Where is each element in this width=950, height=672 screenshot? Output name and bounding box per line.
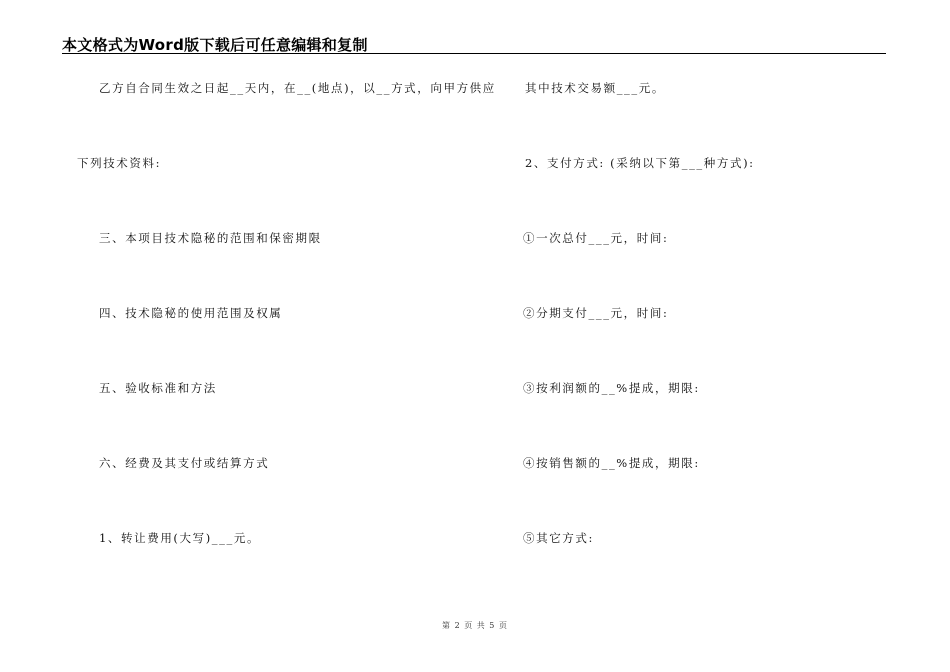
right-line-2: 2、支付方式: (采纳以下第___种方式): (525, 156, 755, 170)
left-line-1: 乙方自合同生效之日起__天内，在__(地点)，以__方式，向甲方供应 (99, 81, 496, 95)
right-line-5: ③按利润额的__%提成，期限: (523, 381, 700, 395)
left-line-6: 六、经费及其支付或结算方式 (99, 456, 270, 470)
right-line-7: ⑤其它方式: (523, 531, 594, 545)
left-line-5: 五、验收标准和方法 (99, 381, 217, 395)
left-line-3: 三、本项目技术隐秘的范围和保密期限 (99, 231, 322, 245)
left-line-2: 下列技术资料: (77, 156, 162, 170)
right-line-4: ②分期支付___元，时间: (523, 306, 669, 320)
page-number-footer: 第 2 页 共 5 页 (442, 621, 508, 630)
document-header-title: 本文格式为Word版下载后可任意编辑和复制 (62, 36, 368, 54)
left-line-4: 四、技术隐秘的使用范围及权属 (99, 306, 283, 320)
right-line-3: ①一次总付___元，时间: (523, 231, 669, 245)
right-line-6: ④按销售额的__%提成，期限: (523, 456, 700, 470)
header-divider (62, 53, 886, 54)
left-line-7: 1、转让费用(大写)___元。 (99, 531, 261, 545)
right-line-1: 其中技术交易额___元。 (525, 81, 665, 95)
